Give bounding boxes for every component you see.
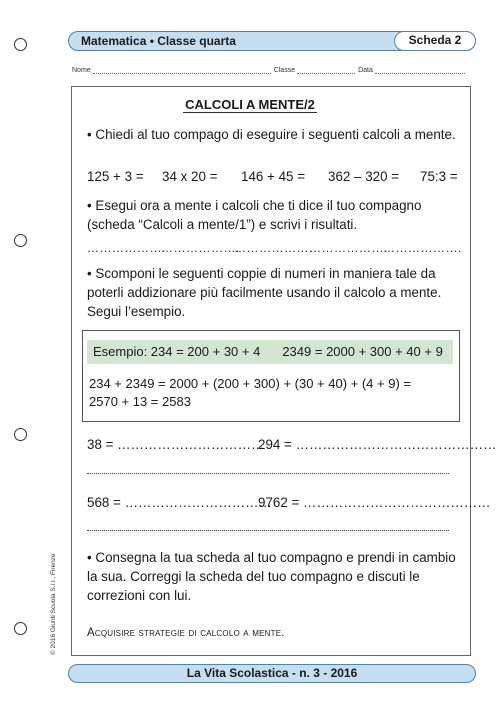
answer-blank[interactable]: ………………. bbox=[383, 241, 462, 255]
binder-hole bbox=[14, 428, 27, 441]
header-bar bbox=[68, 31, 476, 51]
copyright-notice: © 2016 Giunti Scuola S.r.l., Firenze bbox=[50, 553, 57, 655]
example-box bbox=[82, 330, 460, 422]
instruction-3: • Scomponi le seguenti coppie di numeri in maniera tale da poterli addizionare più facilmente usando il calcolo a mente. Segui l’esempio. bbox=[87, 266, 442, 319]
date-field[interactable] bbox=[375, 67, 465, 74]
example-label-2: 2349 = 2000 + 300 + 40 + 9 bbox=[282, 344, 443, 359]
binder-hole bbox=[14, 234, 27, 247]
example-line: 234 + 2349 = 2000 + (200 + 300) + (30 + 40) + (4 + 9) = bbox=[89, 376, 411, 391]
student-fields bbox=[72, 67, 472, 74]
example-body bbox=[89, 375, 411, 411]
footer-bar bbox=[68, 664, 476, 683]
answer-blank[interactable]: ………………. bbox=[309, 241, 388, 255]
calc-item: 34 x 20 = bbox=[162, 169, 218, 184]
subject-label: Matematica • Classe quarta bbox=[81, 34, 236, 48]
calc-item: 146 + 45 = bbox=[241, 169, 306, 184]
binder-hole bbox=[14, 38, 27, 51]
exercise-38[interactable]: 38 = …………………………… bbox=[87, 437, 265, 452]
example-header bbox=[87, 340, 453, 364]
worksheet-title: CALCOLI A MENTE/2 bbox=[185, 97, 315, 112]
answer-blank[interactable]: ………………. bbox=[234, 241, 313, 255]
answer-line[interactable] bbox=[87, 472, 449, 474]
binder-hole bbox=[14, 622, 27, 635]
learning-objective: Acquisire strategie di calcolo a mente. bbox=[87, 627, 285, 639]
name-label: Nome bbox=[72, 67, 91, 74]
date-label: Data bbox=[358, 67, 373, 74]
footer-label: La Vita Scolastica - n. 3 - 2016 bbox=[186, 666, 358, 680]
answer-blank[interactable]: ………………. bbox=[87, 241, 166, 255]
class-field[interactable] bbox=[297, 67, 355, 74]
instruction-2: • Esegui ora a mente i calcoli che ti dice il tuo compagno (scheda “Calcoli a mente/1”) e scrivi i risultati. bbox=[87, 198, 422, 232]
example-line: 2570 + 13 = 2583 bbox=[89, 394, 191, 409]
example-label: Esempio: 234 = 200 + 30 + 4 bbox=[93, 344, 261, 359]
calc-item: 75:3 = bbox=[420, 169, 458, 184]
instruction-4: • Consegna la tua scheda al tuo compagno e prendi in cambio la sua. Correggi la scheda del tuo compagno e discuti le correzioni con lui. bbox=[87, 550, 456, 603]
exercise-568[interactable]: 568 = …………………………… bbox=[87, 495, 272, 510]
class-label: Classe bbox=[273, 67, 296, 74]
instruction-1: • Chiedi al tuo compago di eseguire i seguenti calcoli a mente. bbox=[87, 127, 456, 142]
calc-item: 362 – 320 = bbox=[328, 169, 400, 184]
answer-blank[interactable]: ………………. bbox=[161, 241, 240, 255]
answer-line[interactable] bbox=[87, 529, 449, 531]
name-field[interactable] bbox=[93, 67, 271, 74]
calc-item: 125 + 3 = bbox=[87, 169, 144, 184]
exercise-294[interactable]: 294 = ……………………………………… bbox=[258, 437, 497, 452]
sheet-label: Scheda 2 bbox=[394, 31, 476, 51]
exercise-9762[interactable]: 9762 = …………………………………… bbox=[258, 495, 491, 510]
